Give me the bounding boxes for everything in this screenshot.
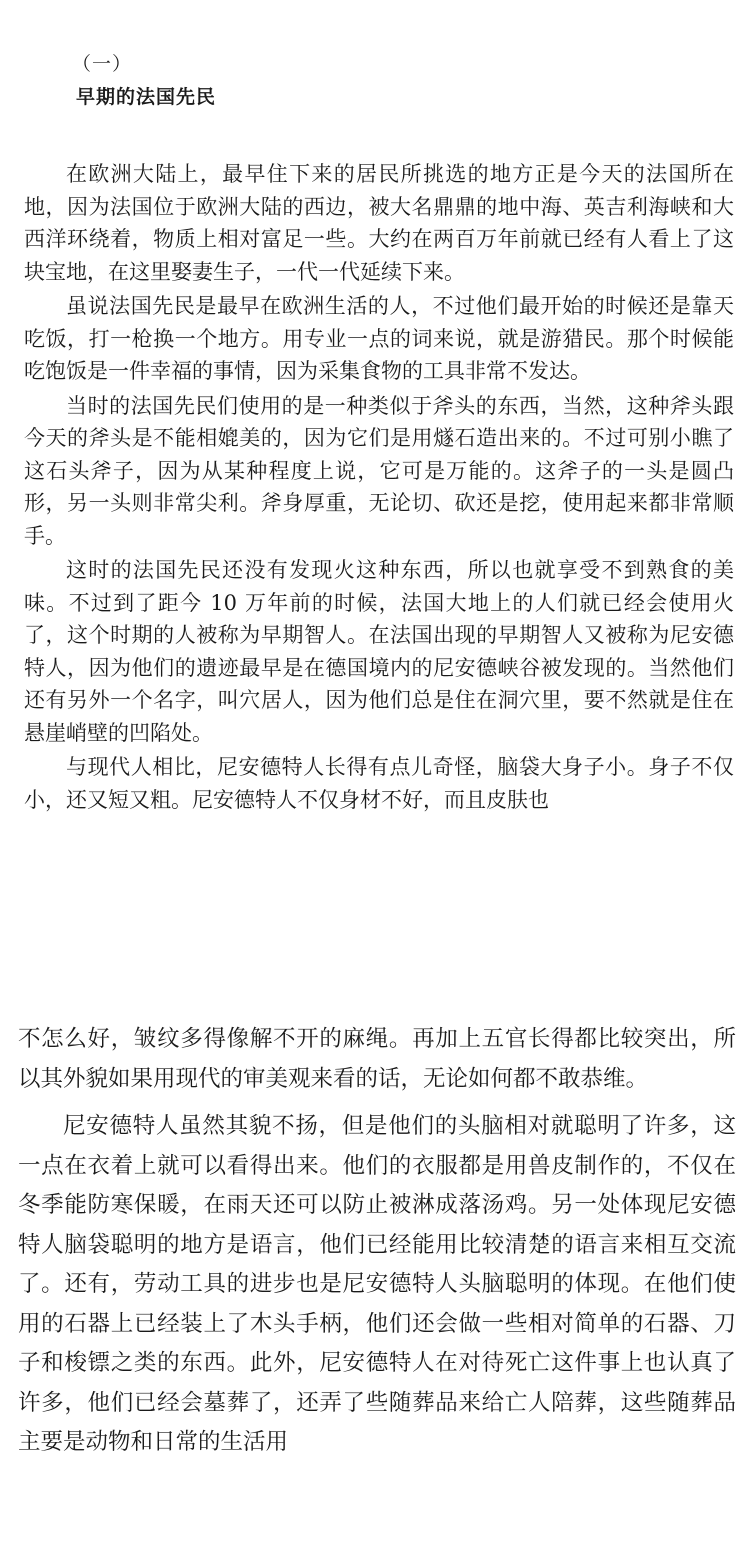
paragraph-1: 在欧洲大陆上，最早住下来的居民所挑选的地方正是今天的法国所在地，因为法国位于欧洲大陆的西边，被大名鼎鼎的地中海、英吉利海峡和大西洋环绕着，物质上相对富足一些。大约在两百万年前就已经有人看上了这块宝地，在这里娶妻生子，一代一代延续下来。 [24,162,734,284]
paragraph-5: 与现代人相比，尼安德特人长得有点儿奇怪，脑袋大身子小。身子不仅小，还又短又粗。尼安德特人不仅身材不好，而且皮肤也 [24,755,734,812]
paragraph-2: 虽说法国先民是最早在欧洲生活的人，不过他们最开始的时候还是靠天吃饭，打一枪换一个地方。用专业一点的词来说，就是游猎民。那个时候能吃饱饭是一件幸福的事情，因为采集食物的工具非常不发达。 [24,294,734,383]
paragraph-5-continued: 不怎么好，皱纹多得像解不开的麻绳。再加上五官长得都比较突出，所以其外貌如果用现代的审美观来看的话，无论如何都不敢恭维。 [18,1026,736,1092]
section-title: 早期的法国先民 [76,86,217,108]
upper-text-block [24,158,734,816]
section-number: （一） [72,53,133,75]
paragraph-4: 这时的法国先民还没有发现火这种东西，所以也就享受不到熟食的美味。不过到了距今 10 万年前的时候，法国大地上的人们就已经会使用火了，这个时期的人被称为早期智人。在法国出现的早期智人又被称为尼安德特人，因为他们的遗迹最早是在德国境内的尼安德峡谷被发现的。当然他们还有另外一个名字，叫穴居人，因为他们总是住在洞穴里，要不然就是住在悬崖峭壁的凹陷处。 [24,558,734,745]
paragraph-3: 当时的法国先民们使用的是一种类似于斧头的东西，当然，这种斧头跟今天的斧头是不能相媲美的，因为它们是用燧石造出来的。不过可别小瞧了这石头斧子，因为从某种程度上说，它可是万能的。这斧子的一头是圆凸形，另一头则非常尖利。斧身厚重，无论切、砍还是挖，使用起来都非常顺手。 [24,393,734,548]
lower-text-block [18,1020,736,1463]
paragraph-6: 尼安德特人虽然其貌不扬，但是他们的头脑相对就聪明了许多，这一点在衣着上就可以看得出来。他们的衣服都是用兽皮制作的，不仅在冬季能防寒保暖，在雨天还可以防止被淋成落汤鸡。另一处体现尼安德特人脑袋聪明的地方是语言，他们已经能用比较清楚的语言来相互交流了。还有，劳动工具的进步也是尼安德特人头脑聪明的体现。在他们使用的石器上已经装上了木头手柄，他们还会做一些相对简单的石器、刀子和梭镖之类的东西。此外，尼安德特人在对待死亡这件事上也认真了许多，他们已经会墓葬了，还弄了些随葬品来给亡人陪葬，这些随葬品主要是动物和日常的生活用 [18,1113,736,1455]
